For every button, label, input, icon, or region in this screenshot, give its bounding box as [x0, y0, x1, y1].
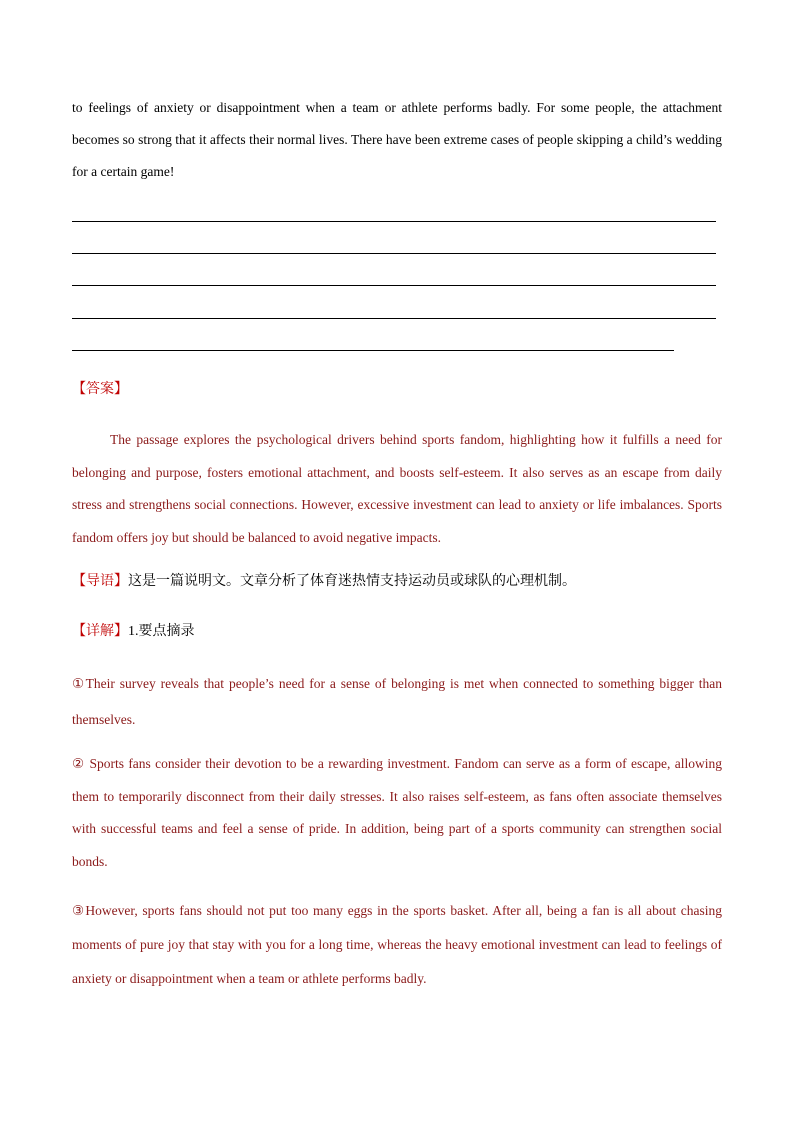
- detail-section: [72, 620, 195, 640]
- key-point-2: ② Sports fans consider their devotion to be a rewarding investment. Fandom can serve as a form of escape, allowing them to temporarily disconnect from their daily stresses. It also raises self-esteem, as fans often associate themselves with successful teams and feel a sense of pride. In addition, being part of a sports community can strengthen social bonds.: [72, 756, 722, 869]
- writing-line: [72, 253, 716, 254]
- writing-line: [72, 285, 716, 286]
- key-point-1: ①Their survey reveals that people’s need for a sense of belonging is met when connected to something bigger than themselves.: [72, 676, 722, 727]
- key-point-3: ③However, sports fans should not put too many eggs in the sports basket. After all, being a fan is all about chasing moments of pure joy that stay with you for a long time, whereas the heavy emotional investment can lead to feelings of anxiety or disappointment when a team or athlete performs badly.: [72, 903, 722, 986]
- detail-label: 【详解】: [72, 623, 128, 639]
- detail-text: 1.要点摘录: [128, 624, 195, 639]
- writing-line: [72, 318, 716, 319]
- passage-excerpt: to feelings of anxiety or disappointment when a team or athlete performs badly. For some people, the attachment becomes so strong that it affects their normal lives. There have been extreme cases of people skipping a child’s wedding for a certain game!: [72, 100, 722, 179]
- guide-text: 这是一篇说明文。文章分析了体育迷热情支持运动员或球队的心理机制。: [128, 573, 576, 589]
- writing-line: [72, 221, 716, 222]
- guide-section: [72, 570, 576, 590]
- guide-label: 【导语】: [72, 573, 128, 589]
- answer-text: The passage explores the psychological drivers behind sports fandom, highlighting how it fulfills a need for belonging and purpose, fosters emotional attachment, and boosts self-esteem. It also serves as an escape from daily stress and strengthens social connections. However, excessive investment can lead to anxiety or life imbalances. Sports fandom offers joy but should be balanced to avoid negative impacts.: [72, 432, 722, 545]
- answer-label: 【答案】: [72, 381, 128, 397]
- writing-line: [72, 350, 674, 351]
